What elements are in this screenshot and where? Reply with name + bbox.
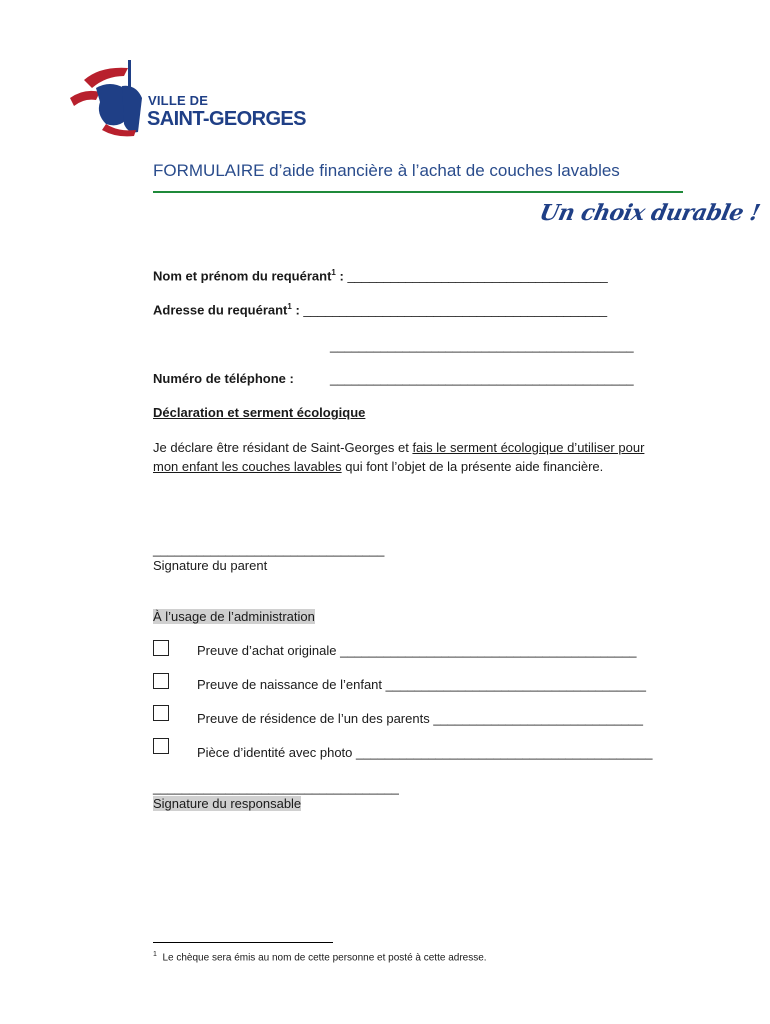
name-label: Nom et prénom du requérant <box>153 268 332 284</box>
declaration-part-2: qui font l’objet de la présente aide financière. <box>341 459 604 474</box>
name-field <box>153 268 608 283</box>
admin-item-line[interactable]: _____________________________ <box>433 711 644 726</box>
admin-item-line[interactable]: _________________________________________ <box>356 745 653 760</box>
title-divider <box>153 191 683 193</box>
footnote-ref: 1 <box>331 268 336 277</box>
footnote <box>153 951 487 963</box>
admin-item-line[interactable]: _________________________________________ <box>340 643 637 658</box>
phone-input-line[interactable]: __________________________________________ <box>330 371 634 386</box>
address-input-line-1[interactable]: __________________________________________ <box>303 302 608 318</box>
proof-of-birth-checkbox[interactable] <box>153 673 169 689</box>
footnote-divider <box>153 942 333 943</box>
admin-item-4 <box>197 745 652 760</box>
phone-label: Numéro de téléphone : <box>153 371 294 386</box>
logo-text-saint-georges: SAINT-GEORGES <box>147 108 306 130</box>
responsible-signature-label: Signature du responsable <box>153 796 302 811</box>
admin-item-3 <box>197 711 643 726</box>
responsible-signature-line[interactable]: __________________________________ <box>153 780 399 795</box>
address-input-line-2[interactable]: __________________________________________ <box>330 338 634 353</box>
parent-signature-line[interactable]: ________________________________ <box>153 542 385 557</box>
responsible-signature-label-wrap <box>153 796 301 811</box>
declaration-heading: Déclaration et serment écologique <box>153 405 366 420</box>
parent-signature-label: Signature du parent <box>153 558 268 573</box>
slogan: Un choix durable ! <box>537 200 763 226</box>
address-field <box>153 302 607 317</box>
name-label-suffix: : <box>335 268 344 284</box>
admin-item-label: Pièce d’identité avec photo <box>197 745 353 760</box>
photo-id-checkbox[interactable] <box>153 738 169 754</box>
declaration-oath-2: mon enfant les couches lavables <box>153 459 342 474</box>
admin-item-label: Preuve de naissance de l’enfant <box>197 677 383 692</box>
footnote-text: Le chèque sera émis au nom de cette personne et posté à cette adresse. <box>162 952 487 964</box>
name-input-line[interactable]: ____________________________________ <box>347 268 608 284</box>
admin-item-line[interactable]: ____________________________________ <box>385 677 646 692</box>
address-label-suffix: : <box>291 302 300 318</box>
address-label: Adresse du requérant <box>153 302 288 318</box>
proof-of-purchase-checkbox[interactable] <box>153 640 169 656</box>
footnote-marker: 1 <box>153 951 157 958</box>
footnote-ref: 1 <box>287 302 292 311</box>
proof-of-residence-checkbox[interactable] <box>153 705 169 721</box>
admin-item-2 <box>197 677 646 692</box>
admin-heading: À l’usage de l’administration <box>153 609 315 624</box>
declaration-oath-1: fais le serment écologique d’utiliser pour <box>412 440 645 455</box>
admin-item-label: Preuve de résidence de l’un des parents <box>197 711 430 726</box>
admin-item-label: Preuve d’achat originale <box>197 643 337 658</box>
form-title: FORMULAIRE d’aide financière à l’achat de couches lavables <box>153 161 620 180</box>
admin-item-1 <box>197 643 637 658</box>
logo-text-ville-de: VILLE DE <box>148 93 209 108</box>
declaration-text <box>153 438 698 476</box>
declaration-part-1: Je déclare être résidant de Saint-Georges et <box>153 440 413 455</box>
